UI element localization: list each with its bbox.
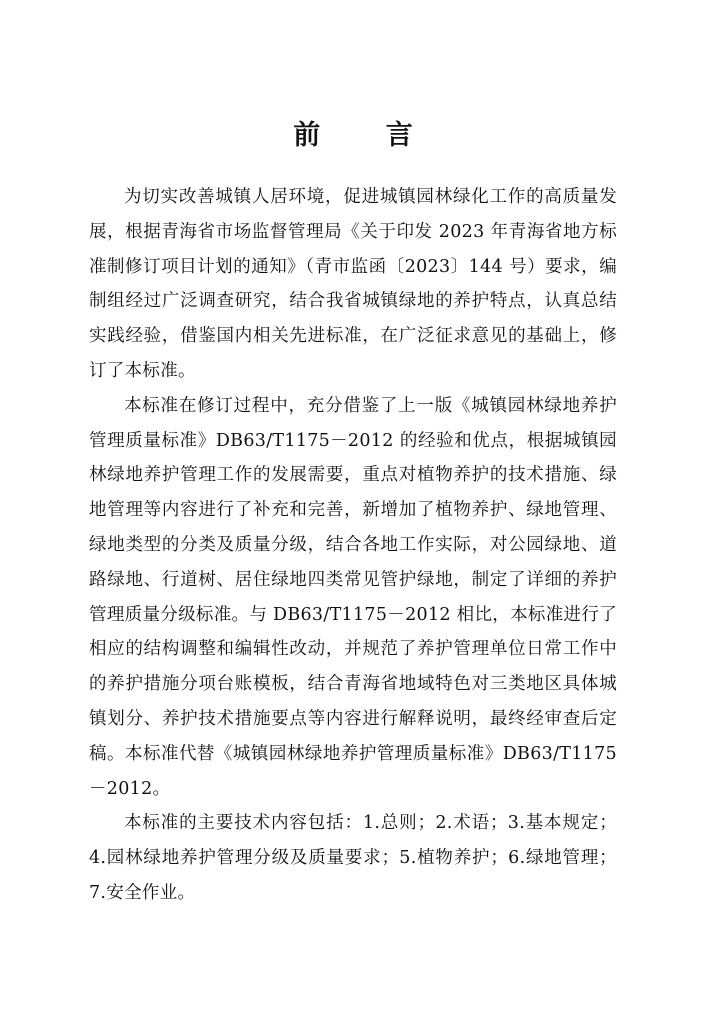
document-body: [89, 180, 617, 911]
paragraph-revision: 本标准在修订过程中，充分借鉴了上一版《城镇园林绿地养护管理质量标准》DB63/T1175－2012 的经验和优点，根据城镇园林绿地养护管理工作的发展需要，重点对植物养护的技术措施、绿地管理等内容进行了补充和完善，新增加了植物养护、绿地管理、绿地类型的分类及质量分级，结合各地工作实际，对公园绿地、道路绿地、行道树、居住绿地四类常见管护绿地，制定了详细的养护管理质量分级标准。与 DB63/T1175－2012 相比，本标准进行了相应的结构调整和编辑性改动，并规范了养护管理单位日常工作中的养护措施分项台账模板，结合青海省地域特色对三类地区具体城镇划分、养护技术措施要点等内容进行解释说明，最终经审查后定稿。本标准代替《城镇园林绿地养护管理质量标准》DB63/T1175－2012。: [89, 395, 617, 799]
page-title: 前 言: [293, 120, 441, 151]
paragraph-purpose: 为切实改善城镇人居环境，促进城镇园林绿化工作的高质量发展，根据青海省市场监督管理局《关于印发 2023 年青海省地方标准制修订项目计划的通知》（青市监函〔2023〕144 号）要求，编制组经过广泛调查研究，结合我省城镇绿地的养护特点，认真总结实践经验，借鉴国内相关先进标准，在广泛征求意见的基础上，修订了本标准。: [89, 187, 617, 381]
paragraph-contents: 本标准的主要技术内容包括：1.总则；2.术语；3.基本规定；4.园林绿地养护管理分级及质量要求；5.植物养护；6.绿地管理；7.安全作业。: [89, 813, 617, 903]
